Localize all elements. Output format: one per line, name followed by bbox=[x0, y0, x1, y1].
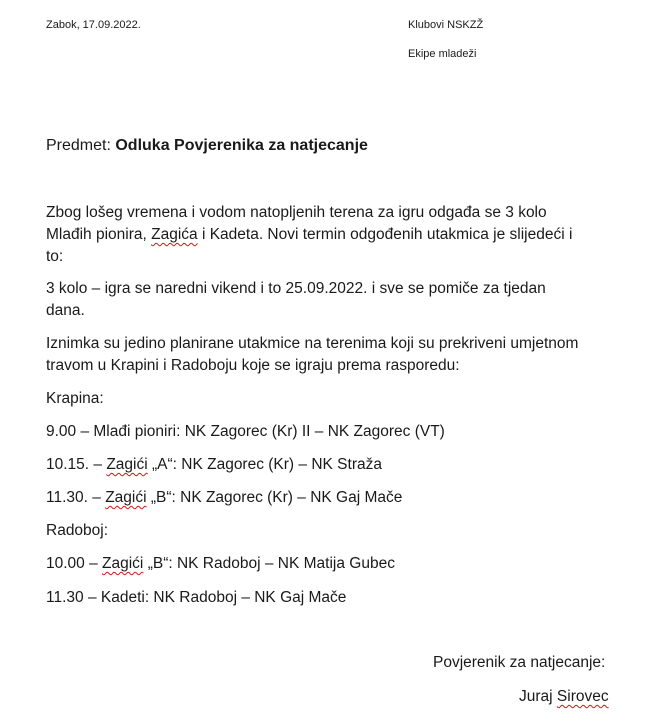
paragraph-3-line-1: Iznimka su jedino planirane utakmice na terenima koji su prekriveni umjetnom bbox=[46, 335, 579, 352]
krapina-match-2 bbox=[46, 454, 382, 476]
krapina-heading: Krapina: bbox=[46, 390, 104, 407]
subject-label: Predmet: bbox=[46, 137, 116, 154]
paragraph-1-line-2 bbox=[46, 224, 572, 246]
paragraph-2-line-2: dana. bbox=[46, 302, 85, 319]
spellcheck-word: Zagići bbox=[102, 555, 144, 572]
signature-name bbox=[519, 686, 609, 708]
spellcheck-word: Sirovec bbox=[556, 688, 609, 705]
text-segment: „A“: NK Zagorec (Kr) – NK Straža bbox=[147, 456, 382, 473]
krapina-match-3 bbox=[46, 487, 402, 509]
text-segment: i Kadeta. Novi termin odgođenih utakmica je slijedeći i bbox=[197, 226, 573, 243]
signature-role: Povjerenik za natjecanje: bbox=[433, 654, 606, 671]
spellcheck-word: Zagići bbox=[106, 456, 148, 473]
subject-title: Odluka Povjerenika za natjecanje bbox=[115, 137, 368, 154]
radoboj-match-2: 11.30 – Kadeti: NK Radoboj – NK Gaj Mače bbox=[46, 589, 347, 606]
krapina-match-1: 9.00 – Mlađi pioniri: NK Zagorec (Kr) II – NK Zagorec (VT) bbox=[46, 423, 445, 440]
text-segment: „B“: NK Radoboj – NK Matija Gubec bbox=[143, 555, 395, 572]
spellcheck-word: Zagići bbox=[105, 489, 147, 506]
place-date: Zabok, 17.09.2022. bbox=[46, 19, 141, 31]
spellcheck-word: Zagića bbox=[151, 226, 198, 243]
paragraph-1-line-1: Zbog lošeg vremena i vodom natopljenih terena za igru odgađa se 3 kolo bbox=[46, 204, 547, 221]
text-segment: 11.30. – bbox=[46, 489, 106, 506]
text-segment: „B“: NK Zagorec (Kr) – NK Gaj Mače bbox=[146, 489, 403, 506]
text-segment: Juraj bbox=[519, 688, 557, 705]
paragraph-3-line-2: travom u Krapini i Radoboju koje se igraju prema rasporedu: bbox=[46, 357, 460, 374]
recipient-clubs: Klubovi NSKZŽ bbox=[408, 19, 484, 31]
recipient-youth-teams: Ekipe mladeži bbox=[408, 48, 477, 60]
paragraph-2-line-1: 3 kolo – igra se naredni vikend i to 25.09.2022. i sve se pomiče za tjedan bbox=[46, 280, 546, 297]
radoboj-match-1 bbox=[46, 553, 395, 575]
text-segment: 10.00 – bbox=[46, 555, 103, 572]
radoboj-heading: Radoboj: bbox=[46, 522, 109, 539]
text-segment: 10.15. – bbox=[46, 456, 107, 473]
text-segment: Mlađih pionira, bbox=[46, 226, 152, 243]
subject-line bbox=[46, 135, 368, 157]
paragraph-1-line-3: to: bbox=[46, 248, 64, 265]
